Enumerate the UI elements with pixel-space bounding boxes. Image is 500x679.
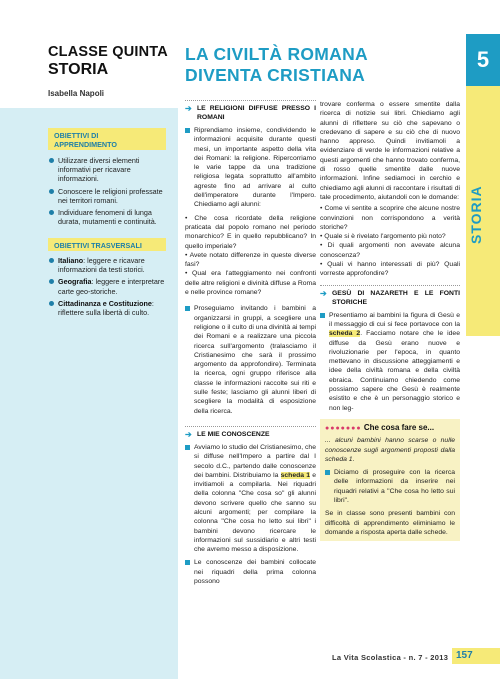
scheda-highlight: scheda 1 [280, 471, 311, 479]
tip-intro: ... alcuni bambini hanno scarse o nulle conoscenze sugli argomenti proposti dalla scheda 1. [325, 437, 455, 463]
page-title: LA CIVILTÀ ROMANA DIVENTA CRISTIANA [185, 44, 368, 85]
paragraph: Proseguiamo invitando i bambini a organizzarsi in gruppi, a scegliere una religione o il culto di una divinità ai tempi dei Romani e a realizzare una piccola ricerca sull'argomento (tralasciamo il Cristianesimo che sarà il prossimo argomento da approfondire). Terminata la ricerca, ogni gruppo riferisce alla classe le informazioni raccolte sui riti e sulle feste; lasciamo gli alunni liberi di scegliere la modalità di esposizione della ricerca. [185, 304, 316, 416]
section-heading: ➔ LE RELIGIONI DIFFUSE PRESSO I ROMANI [185, 100, 316, 122]
question: • Di quali argomenti non avevate alcuna conoscenza? [320, 242, 460, 259]
trasversali-list [48, 256, 172, 320]
trasversali-heading: OBIETTIVI TRASVERSALI [48, 238, 166, 251]
side-subject-label: STORIA [468, 185, 484, 245]
paragraph: Le conoscenze dei bambini collocate nei riquadri della prima colonna possono [185, 558, 316, 586]
obiettivi-list [48, 156, 172, 229]
paragraph: trovare conferma o essere smentite dalla ricerca di notizie sui libri. Chiediamo agli alunni di riflettere su ciò che sapevano o credevano di sapere e su ciò che di nuovo hanno appreso. Quindi invitiamoli a evidenziare di verde le informazioni relative a questi argomenti che hanno trovato conferma, di rosso quelle smentite dalle nuove informazioni. Infine sediamoci in cerchio e chiediamo agli alunni di raccontare i risultati di tale procedimento, aiutandoli con le domande: [320, 101, 460, 201]
scheda-highlight: scheda 2 [329, 330, 361, 338]
bullet-icon [49, 210, 54, 215]
paragraph: Presentiamo ai bambini la figura di Gesù e il messaggio di cui si fece portavoce con la scheda 2. Facciamo notare che le idee diffuse da Gesù erano nuove e rivoluzionarie per l'epoca, in quanto mettevano in discussione atteggiamenti e idee della civiltà romana e della civiltà ebraica. Continuiamo chiedendo come possiamo sapere che Gesù è realmente esistito e che è un personaggio storico e non leg- [320, 311, 460, 413]
list-item: Individuare fenomeni di lunga durata, mutamenti e continuità. [48, 208, 172, 226]
magazine-footer: La Vita Scolastica - n. 7 - 2013 [332, 653, 449, 662]
square-bullet-icon [185, 128, 190, 133]
arrow-right-icon: ➔ [320, 288, 327, 298]
chapter-number: 5 [466, 34, 500, 86]
text-column-2 [320, 100, 460, 541]
question: • Quale si è rivelato l'argomento più noto? [320, 233, 446, 241]
paragraph: Se in classe sono presenti bambini con difficoltà di apprendimento eliminiamo le domande a risposta aperta dalle schede. [325, 510, 455, 536]
bullet-icon [49, 279, 54, 284]
paragraph: Riprendiamo insieme, condividendo le informazioni acquisite durante questi mesi, un importante aspetto della vita dei Romani: la religione. Ripercorriamo le varie tappe da una tradizione religiosa legata soprattutto all'ambito agreste fino ad arrivare al culto dell'imperatore durante l'Impero. Chiediamo agli alunni: [185, 126, 316, 210]
tip-title: ●●●●●●● Che cosa fare se... [325, 422, 435, 432]
author-name: Isabella Napoli [48, 89, 105, 98]
question: • Qual era l'atteggiamento nei confronti delle altre religioni e divinità diffuse a Roma e nelle province romane? [185, 270, 316, 297]
paragraph: Avviamo lo studio del Cristianesimo, che si diffuse nell'Impero a partire dal I secolo d.C., partendo dalle conoscenze dei bambini. Distribuiamo la scheda 1 e invitiamoli a compilarla. Nei riquadri della colonna "Che cosa so" gli alunni devono scrivere quello che sanno su alcuni argomenti; per compilare la colonna "Che cosa ho letto sui libri" i bambini devono ricercare le informazioni sul sussidiario e altri testi che avremo messo a disposizione. [185, 443, 316, 555]
arrow-right-icon: ➔ [185, 429, 192, 439]
tip-box [320, 419, 460, 541]
list-item: Utilizzare diversi elementi informativi per ricavare informazioni. [48, 156, 172, 184]
paragraph: Diciamo di proseguire con la ricerca delle informazioni da inserire nei riquadri relativi a "Che cosa ho letto sui libri". [325, 468, 455, 505]
page-number: 157 [452, 648, 500, 664]
question: • Come vi sentite a scoprire che alcune nostre convinzioni non corrispondono a verità storiche? [320, 205, 460, 231]
list-item: Cittadinanza e Costituzione: riflettere sulla libertà di culto. [48, 299, 172, 317]
section-heading: ➔ GESÙ DI NAZARETH E LE FONTI STORICHE [320, 285, 460, 307]
question: • Quali vi hanno interessati di più? Quali vorreste approfondire? [320, 261, 460, 278]
question: • Avete notato differenze in queste diverse fasi? [185, 251, 316, 269]
bullet-icon [49, 258, 54, 263]
bullet-icon [49, 301, 54, 306]
square-bullet-icon [185, 306, 190, 311]
list-item: Italiano: leggere e ricavare informazioni da testi storici. [48, 256, 172, 274]
square-bullet-icon [325, 470, 330, 475]
list-item: Conoscere le religioni professate nei territori romani. [48, 187, 172, 205]
section-heading: ➔ LE MIE CONOSCENZE [185, 426, 316, 439]
bullet-icon [49, 189, 54, 194]
sidebar [0, 0, 178, 679]
bullet-icon [49, 158, 54, 163]
square-bullet-icon [320, 313, 325, 318]
square-bullet-icon [185, 445, 190, 450]
subject-label: STORIA [48, 61, 109, 78]
square-bullet-icon [185, 560, 190, 565]
arrow-right-icon: ➔ [185, 104, 192, 113]
text-column-1 [185, 100, 316, 590]
class-label: CLASSE QUINTA [48, 44, 168, 60]
list-item: Geografia: leggere e interpretare carte geo-storiche. [48, 277, 172, 295]
obiettivi-heading: OBIETTIVI DI APPRENDIMENTO [48, 128, 166, 150]
question: • Che cosa ricordate della religione praticata dal popolo romano nel periodo monarchico? E in quello repubblicano? In quello imperiale? [185, 214, 316, 250]
dots-icon: ●●●●●●● [325, 424, 362, 432]
